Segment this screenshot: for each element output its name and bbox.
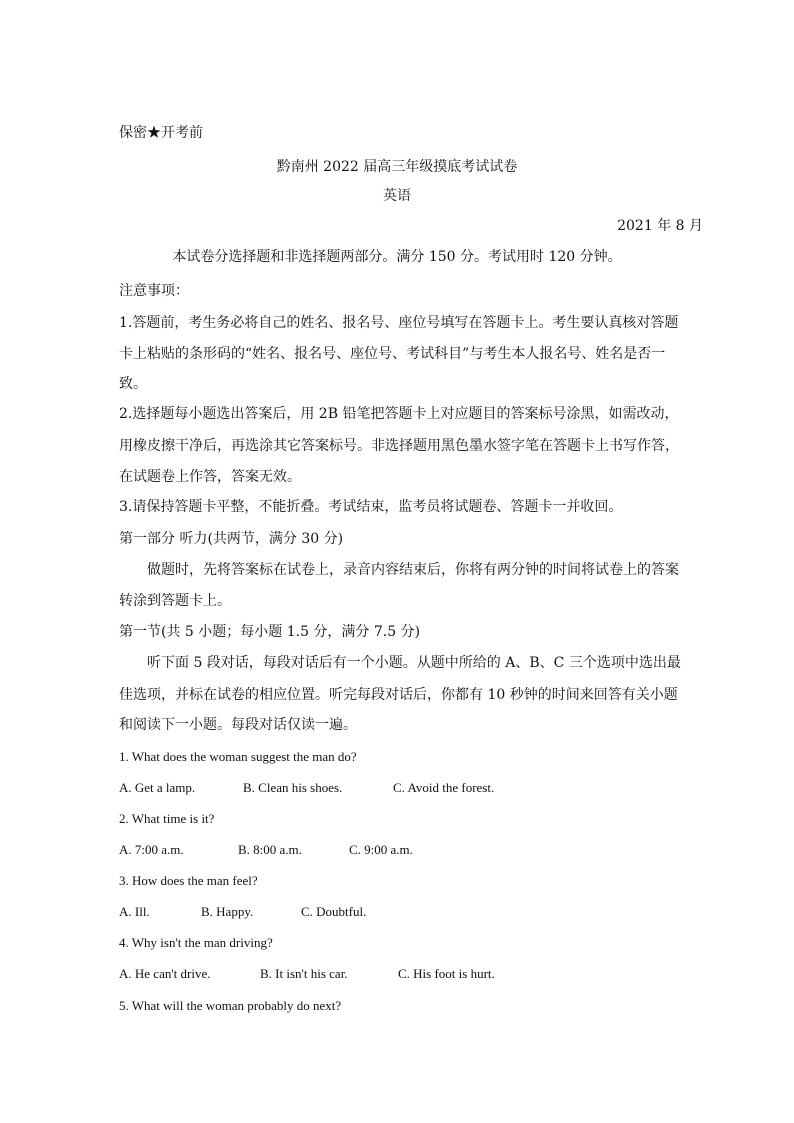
option-b: B. It isn't his car. [260,966,348,981]
notes-line: 用橡皮擦干净后，再选涂其它答案标号。非选择题用黑色墨水签字笔在答题卡上书写作答， [119,438,679,454]
part1-instruction: 转涂到答题卡上。 [119,593,231,609]
question-text: 4. Why isn't the man driving? [119,935,273,950]
notes-line: 2.选择题每小题选出答案后，用 2B 铅笔把答题卡上对应题目的答案标号涂黑，如需改动， [119,406,679,422]
notes-line: 在试题卷上作答，答案无效。 [119,469,301,485]
section1-instruction: 佳选项，并标在试卷的相应位置。听完每段对话后，你都有 10 秒钟的时间来回答有关小题 [119,687,678,703]
option-c: C. Avoid the forest. [393,780,495,795]
part1-instruction: 做题时，先将答案标在试卷上，录音内容结束后，你将有两分钟的时间将试卷上的答案 [147,562,679,578]
exam-intro: 本试卷分选择题和非选择题两部分。满分 150 分。考试用时 120 分钟。 [172,249,622,265]
option-c: C. 9:00 a.m. [349,842,413,857]
question-text: 2. What time is it? [119,811,215,826]
option-c: C. Doubtful. [301,904,367,919]
section1-heading: 第一节(共 5 小题；每小题 1.5 分，满分 7.5 分) [119,624,421,640]
option-a: A. 7:00 a.m. [119,842,184,857]
confidential-label: 保密★开考前 [119,125,203,141]
notes-line: 卡上粘贴的条形码的“姓名、报名号、座位号、考试科目”与考生本人报名号、姓名是否一 [119,346,666,362]
notes-line: 致。 [119,376,147,392]
exam-date: 2021 年 8 月 [617,218,703,234]
option-a: A. Ill. [119,904,150,919]
notes-line: 1.答题前，考生务必将自己的姓名、报名号、座位号填写在答题卡上。考生要认真核对答题 [119,315,679,331]
option-b: B. Happy. [201,904,254,919]
question-text: 3. How does the man feel? [119,873,258,888]
option-a: A. He can't drive. [119,966,211,981]
notes-heading: 注意事项： [119,283,189,299]
question-text: 1. What does the woman suggest the man do? [119,749,357,764]
exam-title: 黔南州 2022 届高三年级摸底考试试卷 [276,159,518,175]
option-c: C. His foot is hurt. [398,966,495,981]
subject-title: 英语 [383,188,411,204]
part1-heading: 第一部分 听力(共两节，满分 30 分) [119,531,344,547]
option-b: B. Clean his shoes. [243,780,343,795]
section1-instruction: 和阅读下一小题。每段对话仅读一遍。 [119,717,357,733]
option-a: A. Get a lamp. [119,780,196,795]
section1-instruction: 听下面 5 段对话，每段对话后有一个小题。从题中所给的 A、B、C 三个选项中选出最 [147,655,681,671]
notes-line: 3.请保持答题卡平整，不能折叠。考试结束，监考员将试题卷、答题卡一并收回。 [119,499,623,515]
question-text: 5. What will the woman probably do next? [119,998,342,1013]
option-b: B. 8:00 a.m. [238,842,302,857]
